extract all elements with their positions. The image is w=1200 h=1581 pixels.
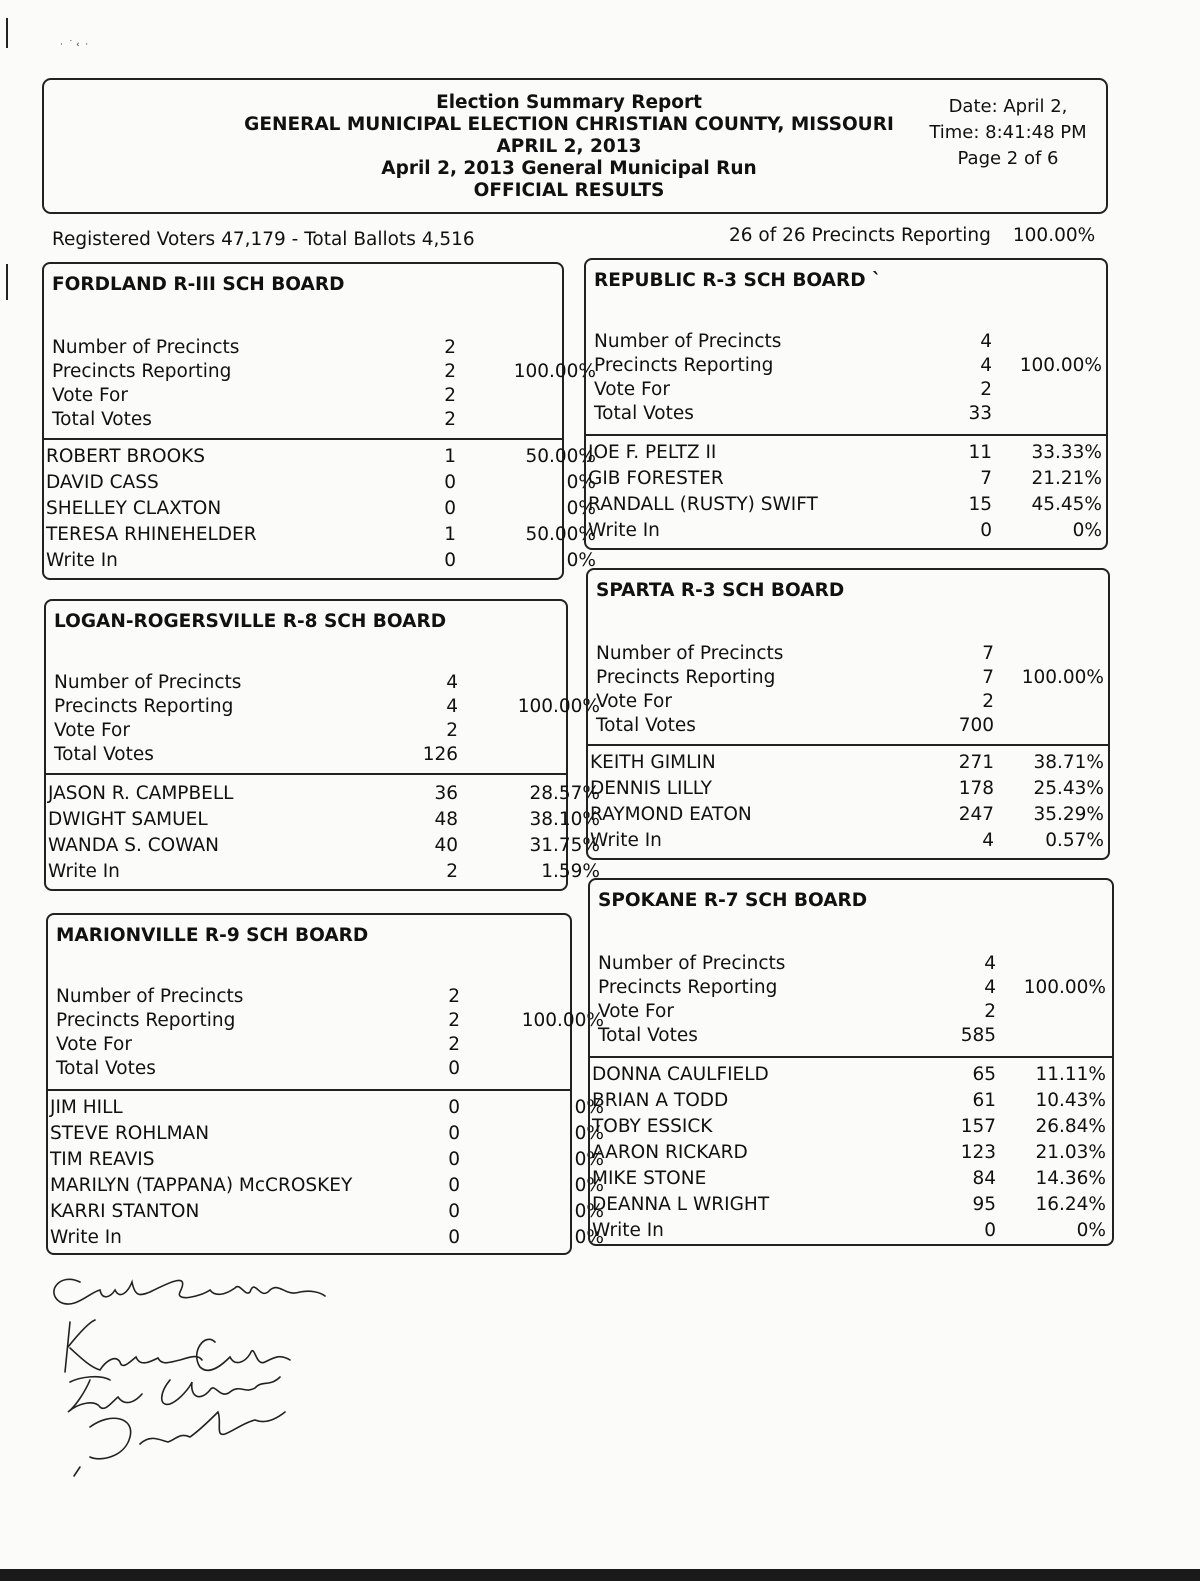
stat-label: Precincts Reporting: [52, 361, 232, 382]
precincts-summary: [729, 225, 1095, 246]
stat-label: Vote For: [594, 379, 670, 400]
candidate-votes: 4: [982, 830, 994, 851]
stat-value: 4: [984, 953, 996, 974]
stat-value: 2: [448, 986, 460, 1007]
candidate-name: DENNIS LILLY: [590, 778, 712, 799]
candidate-votes: 0: [444, 550, 456, 571]
candidate-percent: 25.43%: [1033, 778, 1104, 799]
stat-value: 700: [958, 715, 994, 736]
candidate-row: [46, 496, 596, 522]
candidate-name: JASON R. CAMPBELL: [48, 783, 234, 804]
contest-title: REPUBLIC R-3 SCH BOARD `: [594, 270, 882, 291]
candidate-row: [50, 1121, 604, 1147]
stat-row-precincts-reporting: [56, 1009, 604, 1033]
candidate-row: [590, 750, 1108, 776]
candidate-row: [590, 828, 1108, 854]
candidate-list: [590, 750, 1108, 854]
candidate-row: [48, 781, 600, 807]
candidate-votes: 247: [958, 804, 994, 825]
candidate-list: [50, 1095, 604, 1251]
stat-row-precincts-reporting: [594, 354, 1106, 378]
candidate-row: [592, 1088, 1112, 1114]
registered-voters: Registered Voters 47,179 - Total Ballots 4,516: [52, 229, 475, 250]
scan-bottom-edge: [0, 1569, 1200, 1581]
candidate-votes: 95: [972, 1194, 996, 1215]
candidate-votes: 15: [968, 494, 992, 515]
stat-percent: 100.00%: [513, 361, 596, 382]
stat-value: 2: [446, 720, 458, 741]
stat-percent: 100.00%: [1023, 977, 1106, 998]
candidate-list: [588, 440, 1106, 544]
contest-stats: [596, 642, 1108, 738]
candidate-votes: 0: [448, 1201, 460, 1222]
candidate-list: [592, 1062, 1112, 1244]
contest-marionville: [46, 913, 604, 1255]
stat-value: 585: [960, 1025, 996, 1046]
candidate-row: [48, 859, 600, 885]
contest-stats: [598, 952, 1112, 1048]
candidate-name: RANDALL (RUSTY) SWIFT: [588, 494, 818, 515]
stat-value: 4: [984, 977, 996, 998]
scan-edge-mark: [6, 264, 8, 300]
stat-label: Total Votes: [598, 1025, 698, 1046]
candidate-votes: 0: [444, 472, 456, 493]
candidate-row: [50, 1095, 604, 1121]
contest-divider: [588, 744, 1108, 746]
candidate-percent: 38.10%: [529, 809, 600, 830]
contest-divider: [46, 773, 566, 775]
candidate-name: WANDA S. COWAN: [48, 835, 219, 856]
candidate-votes: 1: [444, 524, 456, 545]
candidate-votes: 61: [972, 1090, 996, 1111]
candidate-row: [46, 548, 596, 574]
candidate-percent: 14.36%: [1035, 1168, 1106, 1189]
header-meta: [918, 94, 1098, 172]
candidate-votes: 0: [980, 520, 992, 541]
stat-value: 2: [444, 361, 456, 382]
stat-label: Number of Precincts: [52, 337, 240, 358]
stat-percent: 100.00%: [517, 696, 600, 717]
stat-value: 2: [444, 409, 456, 430]
candidate-row: [590, 802, 1108, 828]
candidate-percent: 0%: [566, 472, 596, 493]
stat-row-total-votes: [54, 743, 566, 767]
candidate-row: [590, 776, 1108, 802]
stat-row-precincts-reporting: [598, 976, 1112, 1000]
stat-row-vote-for: [598, 1000, 1112, 1024]
candidate-row: [592, 1140, 1112, 1166]
contest-stats: [52, 336, 596, 432]
contest-stats: [594, 330, 1106, 426]
stat-label: Precincts Reporting: [596, 667, 776, 688]
candidate-percent: 0.57%: [1045, 830, 1104, 851]
stat-row-vote-for: [52, 384, 562, 408]
stat-label: Total Votes: [596, 715, 696, 736]
stat-label: Vote For: [54, 720, 130, 741]
candidate-percent: 0%: [574, 1123, 604, 1144]
signatures: [40, 1262, 360, 1482]
stat-value: 4: [980, 355, 992, 376]
stat-label: Precincts Reporting: [594, 355, 774, 376]
stat-row-num-precincts: [54, 671, 566, 695]
stat-percent: 100.00%: [1019, 355, 1102, 376]
candidate-name: JIM HILL: [50, 1097, 123, 1118]
candidate-percent: 35.29%: [1033, 804, 1104, 825]
election-name: GENERAL MUNICIPAL ELECTION CHRISTIAN COUNTY, MISSOURI: [244, 114, 894, 135]
candidate-votes: 0: [984, 1220, 996, 1241]
candidate-name: JOE F. PELTZ II: [588, 442, 717, 463]
signature-2: [65, 1320, 290, 1372]
stat-label: Number of Precincts: [54, 672, 242, 693]
stat-row-total-votes: [52, 408, 562, 432]
scan-specks: · ˙ ‹ ·: [60, 40, 89, 50]
stat-percent: 100.00%: [1021, 667, 1104, 688]
signature-4: [90, 1412, 285, 1459]
candidate-row: [588, 466, 1106, 492]
candidate-percent: 26.84%: [1035, 1116, 1106, 1137]
contest-republic: [584, 258, 1108, 550]
candidate-list: [46, 444, 596, 574]
signature-3: [68, 1377, 280, 1412]
candidate-row: [48, 833, 600, 859]
candidate-votes: 0: [448, 1227, 460, 1248]
candidate-row: [48, 807, 600, 833]
candidate-votes: 65: [972, 1064, 996, 1085]
stat-row-vote-for: [56, 1033, 570, 1057]
stat-row-total-votes: [594, 402, 1106, 426]
stat-label: Number of Precincts: [596, 643, 784, 664]
stat-value: 7: [982, 667, 994, 688]
candidate-name: TIM REAVIS: [50, 1149, 155, 1170]
contest-title: SPOKANE R-7 SCH BOARD: [598, 890, 868, 911]
candidate-percent: 50.00%: [525, 446, 596, 467]
candidate-votes: 2: [446, 861, 458, 882]
contest-title: MARIONVILLE R-9 SCH BOARD: [56, 925, 369, 946]
stat-label: Number of Precincts: [56, 986, 244, 1007]
candidate-percent: 0%: [566, 550, 596, 571]
stat-row-vote-for: [594, 378, 1106, 402]
stat-row-precincts-reporting: [52, 360, 596, 384]
stat-label: Precincts Reporting: [56, 1010, 236, 1031]
report-title: Election Summary Report: [436, 92, 702, 113]
candidate-percent: 11.11%: [1035, 1064, 1106, 1085]
candidate-percent: 28.57%: [529, 783, 600, 804]
candidate-name: STEVE ROHLMAN: [50, 1123, 210, 1144]
candidate-name: SHELLEY CLAXTON: [46, 498, 222, 519]
candidate-percent: 10.43%: [1035, 1090, 1106, 1111]
candidate-name: TERESA RHINEHELDER: [46, 524, 257, 545]
candidate-row: [592, 1062, 1112, 1088]
candidate-votes: 123: [960, 1142, 996, 1163]
candidate-percent: 1.59%: [541, 861, 600, 882]
candidate-name: Write In: [590, 830, 662, 851]
candidate-row: [50, 1173, 604, 1199]
candidate-name: Write In: [50, 1227, 122, 1248]
candidate-votes: 11: [968, 442, 992, 463]
candidate-votes: 84: [972, 1168, 996, 1189]
stat-value: 7: [982, 643, 994, 664]
stat-percent: 100.00%: [521, 1010, 604, 1031]
candidate-votes: 36: [434, 783, 458, 804]
candidate-row: [50, 1199, 604, 1225]
candidate-name: TOBY ESSICK: [592, 1116, 713, 1137]
stat-row-total-votes: [596, 714, 1108, 738]
stat-row-num-precincts: [596, 642, 1108, 666]
candidate-votes: 48: [434, 809, 458, 830]
candidate-percent: 33.33%: [1031, 442, 1102, 463]
stat-label: Total Votes: [56, 1058, 156, 1079]
candidate-percent: 38.71%: [1033, 752, 1104, 773]
signature-1: [54, 1279, 325, 1304]
candidate-percent: 31.75%: [529, 835, 600, 856]
contest-title: FORDLAND R-III SCH BOARD: [52, 274, 345, 295]
stat-label: Number of Precincts: [594, 331, 782, 352]
candidate-votes: 157: [960, 1116, 996, 1137]
candidate-votes: 178: [958, 778, 994, 799]
candidate-name: BRIAN A TODD: [592, 1090, 729, 1111]
candidate-name: DWIGHT SAMUEL: [48, 809, 208, 830]
stat-label: Precincts Reporting: [598, 977, 778, 998]
report-header: [42, 78, 1108, 214]
candidate-votes: 0: [448, 1123, 460, 1144]
stat-row-vote-for: [596, 690, 1108, 714]
stat-label: Total Votes: [52, 409, 152, 430]
candidate-row: [50, 1147, 604, 1173]
stat-value: 2: [444, 337, 456, 358]
candidate-row: [46, 444, 596, 470]
contest-logan-rogersville: [44, 599, 600, 891]
candidate-percent: 21.21%: [1031, 468, 1102, 489]
candidate-name: DEANNA L WRIGHT: [592, 1194, 770, 1215]
candidate-list: [48, 781, 600, 885]
stat-row-vote-for: [54, 719, 566, 743]
contest-divider: [44, 438, 562, 440]
candidate-name: ROBERT BROOKS: [46, 446, 206, 467]
stat-row-num-precincts: [594, 330, 1106, 354]
stat-label: Vote For: [52, 385, 128, 406]
candidate-percent: 0%: [574, 1227, 604, 1248]
contest-title: LOGAN-ROGERSVILLE R-8 SCH BOARD: [54, 611, 447, 632]
stat-label: Number of Precincts: [598, 953, 786, 974]
candidate-percent: 21.03%: [1035, 1142, 1106, 1163]
candidate-name: RAYMOND EATON: [590, 804, 752, 825]
candidate-name: MARILYN (TAPPANA) McCROSKEY: [50, 1175, 353, 1196]
contest-fordland: [42, 262, 596, 580]
candidate-name: AARON RICKARD: [592, 1142, 748, 1163]
candidate-name: KARRI STANTON: [50, 1201, 200, 1222]
candidate-name: Write In: [588, 520, 660, 541]
stat-value: 4: [446, 696, 458, 717]
stat-value: 0: [448, 1058, 460, 1079]
stat-row-precincts-reporting: [54, 695, 600, 719]
stat-value: 4: [980, 331, 992, 352]
election-date: APRIL 2, 2013: [496, 136, 642, 157]
candidate-votes: 271: [958, 752, 994, 773]
candidate-name: Write In: [48, 861, 120, 882]
candidate-row: [592, 1218, 1112, 1244]
candidate-percent: 45.45%: [1031, 494, 1102, 515]
stat-label: Total Votes: [594, 403, 694, 424]
candidate-name: KEITH GIMLIN: [590, 752, 716, 773]
stat-value: 2: [980, 379, 992, 400]
candidate-name: GIB FORESTER: [588, 468, 724, 489]
stat-row-num-precincts: [52, 336, 562, 360]
stat-value: 2: [448, 1010, 460, 1031]
candidate-row: [592, 1114, 1112, 1140]
results-type: OFFICIAL RESULTS: [473, 180, 665, 201]
stat-value: 4: [446, 672, 458, 693]
stat-row-total-votes: [56, 1057, 570, 1081]
candidate-percent: 0%: [574, 1149, 604, 1170]
candidate-votes: 0: [444, 498, 456, 519]
candidate-name: MIKE STONE: [592, 1168, 707, 1189]
candidate-votes: 1: [444, 446, 456, 467]
candidate-name: Write In: [592, 1220, 664, 1241]
stat-value: 126: [422, 744, 458, 765]
contest-stats: [56, 985, 604, 1081]
precincts-reporting-text: 26 of 26 Precincts Reporting: [729, 225, 991, 246]
candidate-row: [592, 1166, 1112, 1192]
page-number: Page 2 of 6: [957, 148, 1059, 169]
stat-value: 2: [984, 1001, 996, 1022]
candidate-votes: 0: [448, 1149, 460, 1170]
candidate-row: [588, 492, 1106, 518]
stat-row-num-precincts: [598, 952, 1112, 976]
stat-row-num-precincts: [56, 985, 570, 1009]
contest-divider: [48, 1089, 570, 1091]
candidate-name: DONNA CAULFIELD: [592, 1064, 769, 1085]
candidate-percent: 0%: [566, 498, 596, 519]
candidate-row: [588, 440, 1106, 466]
candidate-percent: 16.24%: [1035, 1194, 1106, 1215]
stat-value: 2: [444, 385, 456, 406]
candidate-percent: 0%: [574, 1201, 604, 1222]
contest-stats: [54, 671, 600, 767]
stat-label: Vote For: [56, 1034, 132, 1055]
candidate-row: [46, 522, 596, 548]
stat-row-precincts-reporting: [596, 666, 1108, 690]
precincts-reporting-pct: 100.00%: [1012, 225, 1096, 246]
scan-edge-mark: [6, 18, 8, 48]
candidate-row: [50, 1225, 604, 1251]
contest-title: SPARTA R-3 SCH BOARD: [596, 580, 845, 601]
candidate-percent: 0%: [574, 1175, 604, 1196]
stat-label: Total Votes: [54, 744, 154, 765]
contest-divider: [590, 1056, 1112, 1058]
candidate-percent: 0%: [574, 1097, 604, 1118]
stat-value: 2: [448, 1034, 460, 1055]
report-date: Date: April 2,: [948, 96, 1068, 117]
stat-label: Vote For: [596, 691, 672, 712]
candidate-row: [592, 1192, 1112, 1218]
stat-label: Vote For: [598, 1001, 674, 1022]
stat-value: 2: [982, 691, 994, 712]
contest-divider: [586, 434, 1106, 436]
candidate-percent: 50.00%: [525, 524, 596, 545]
report-time: Time: 8:41:48 PM: [929, 122, 1087, 143]
header-title-block: [194, 92, 944, 202]
candidate-percent: 0%: [1076, 1220, 1106, 1241]
contest-spokane: [588, 878, 1114, 1246]
candidate-name: DAVID CASS: [46, 472, 159, 493]
stat-value: 33: [968, 403, 992, 424]
candidate-row: [46, 470, 596, 496]
candidate-votes: 7: [980, 468, 992, 489]
stat-label: Precincts Reporting: [54, 696, 234, 717]
candidate-percent: 0%: [1072, 520, 1102, 541]
candidate-row: [588, 518, 1106, 544]
candidate-votes: 0: [448, 1097, 460, 1118]
candidate-votes: 0: [448, 1175, 460, 1196]
contest-sparta: [586, 568, 1110, 860]
signature-tick: [74, 1467, 80, 1476]
candidate-name: Write In: [46, 550, 118, 571]
candidate-votes: 40: [434, 835, 458, 856]
stat-row-total-votes: [598, 1024, 1112, 1048]
run-name: April 2, 2013 General Municipal Run: [381, 158, 757, 179]
